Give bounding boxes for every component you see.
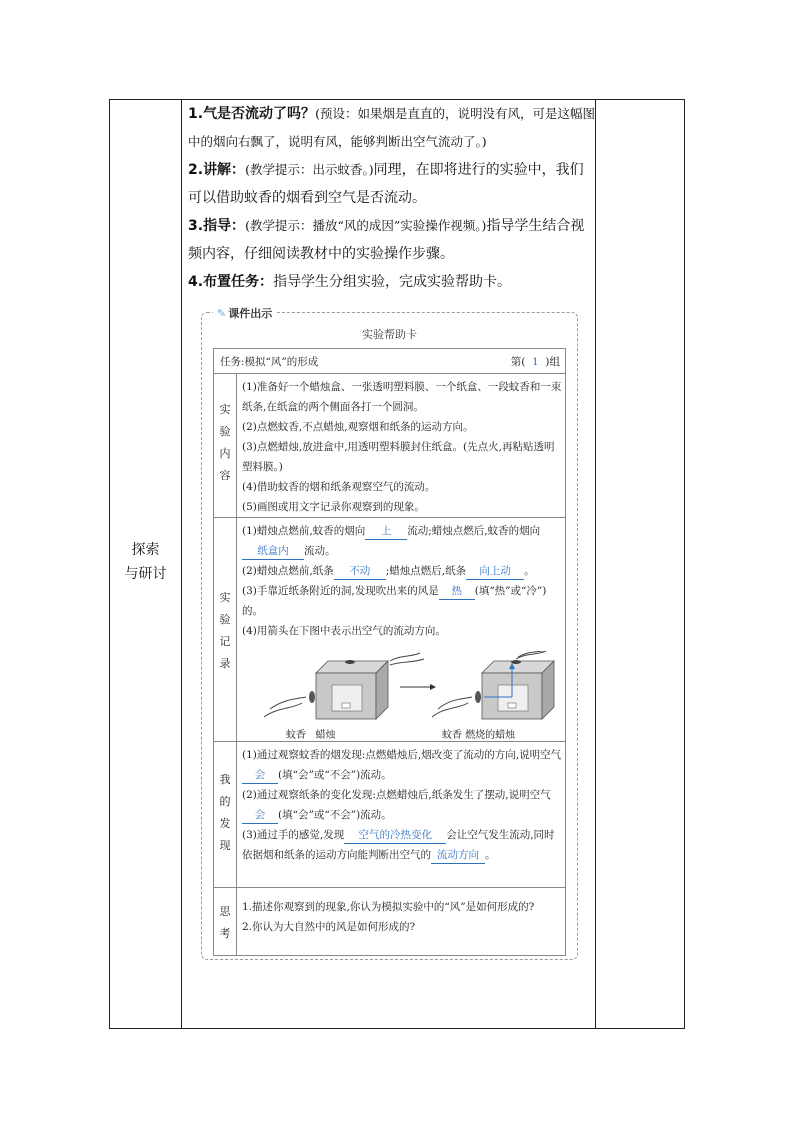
answer-blank: 会: [242, 767, 278, 784]
row-divider: [214, 741, 565, 742]
answer-blank: 不动: [334, 563, 386, 580]
answer-blank: 空气的冷热变化: [344, 827, 446, 844]
group-number: 第( 1 )组: [510, 356, 560, 368]
card-title: 实验帮助卡: [362, 328, 417, 341]
step-number: 2.: [188, 162, 204, 178]
answer-blank: 会: [242, 807, 278, 824]
column-divider: [181, 100, 182, 1028]
box-before-icon: [264, 653, 424, 719]
discovery-body: [242, 745, 563, 865]
record-line-4: (4)用箭头在下图中表示出空气的流动方向。: [242, 625, 446, 637]
discovery-line-1: (1)通过观察蚊香的烟发现:点燃蜡烛后,烟改变了流动的方向,说明空气会 (填“会”或“不会”)流动。: [242, 745, 563, 785]
card-tag-label: 课件出示: [228, 307, 273, 320]
help-card-table: [213, 348, 566, 956]
task-row: [220, 354, 560, 369]
group-number-value: 1: [532, 356, 539, 368]
section-label-line: 与研讨: [124, 566, 167, 582]
step-note: (教学提示：播放“风的成因”实验操作视频。): [245, 218, 487, 233]
teaching-steps: [188, 100, 596, 296]
content-line: (3)点燃蜡烛,放进盒中,用透明塑料膜封住纸盒。(先点火,再粘贴透明塑料膜。): [242, 441, 555, 473]
section-label-line: 探索: [131, 542, 160, 558]
think-line: 1.描述你观察到的现象,你认为模拟实验中的“风”是如何形成的?: [242, 901, 535, 913]
step-heading: 布置任务：: [203, 274, 274, 290]
lesson-table: [109, 99, 685, 1029]
card-tag: [213, 305, 276, 321]
record-line-1: (1)蜡烛点燃前,蚊香的烟向 上 流动;蜡烛点燃后,蚊香的烟向纸盒内 流动。: [242, 521, 563, 561]
discovery-line-3: (3)通过手的感觉,发现 空气的冷热变化 会让空气发生流动,同时依据烟和纸条的运动方向能判断出空气的 流动方向 。: [242, 825, 563, 865]
step-number: 3.: [188, 218, 204, 234]
step-heading: 讲解：: [203, 162, 246, 178]
answer-blank: 上: [365, 523, 407, 540]
step-4: [188, 268, 596, 296]
content-line: (2)点燃蚊香,不点蜡烛,观察烟和纸条的运动方向。: [242, 421, 474, 433]
box-after-icon: [432, 651, 554, 719]
step-text: 同理，在即将进行的实验中，我们可以借助蚊香的烟看到空气是否流动。: [188, 162, 584, 206]
think-label: [214, 901, 236, 945]
answer-blank: 向上动: [466, 563, 524, 580]
step-note: (教学提示：出示蚊香。): [245, 162, 374, 177]
step-heading: 气是否流动了吗？: [203, 106, 316, 122]
step-number: 1.: [188, 106, 204, 122]
answer-blank: 纸盒内: [242, 543, 304, 560]
step-1: [188, 100, 596, 156]
record-line-3: (3)手靠近纸条附近的洞,发现吹出来的风是 热 (填“热”或“冷”)的。: [242, 585, 547, 617]
discovery-label-text: 我 的 发 现: [219, 773, 231, 852]
step-text: 指导学生结合视频内容，仔细阅读教材中的实验操作步骤。: [188, 218, 585, 262]
discovery-label: [214, 769, 236, 857]
content-body: [242, 377, 563, 517]
discovery-line-2: (2)通过观察纸条的变化发现:点燃蜡烛后,纸条发生了摆动,说明空气会 (填“会”或“不会”)流动。: [242, 785, 563, 825]
step-heading: 指导：: [203, 218, 246, 234]
arrow-right-icon: [400, 684, 436, 690]
content-label-text: 实 验 内 容: [219, 403, 231, 482]
step-number: 4.: [188, 274, 204, 290]
think-line: 2.你认为大自然中的风是如何形成的?: [242, 921, 416, 933]
experiment-illustration: [240, 651, 564, 723]
content-line: (4)借助蚊香的烟和纸条观察空气的流动。: [242, 481, 436, 493]
content-line: (1)准备好一个蜡烛盒、一张透明塑料膜、一个纸盒、一段蚊香和一束纸条,在纸盒的两个侧面各打一个圆洞。: [242, 381, 562, 413]
content-line: (5)画图或用文字记录你观察到的现象。: [242, 501, 425, 513]
content-label: [214, 399, 236, 487]
think-body: [242, 897, 563, 937]
think-label-text: 思 考: [219, 905, 231, 940]
answer-blank: 热: [439, 583, 475, 600]
record-body: [242, 521, 563, 641]
pen-icon: ✎: [217, 307, 227, 320]
record-label-text: 实 验 记 录: [219, 591, 231, 670]
label-column-divider: [236, 373, 237, 955]
section-label: [110, 538, 181, 586]
caption-right: 蚊香 燃烧的蜡烛: [442, 730, 516, 741]
row-divider: [214, 887, 565, 888]
step-text: 指导学生分组实验，完成实验帮助卡。: [273, 274, 512, 290]
record-label: [214, 587, 236, 675]
step-2: [188, 156, 596, 212]
step-note: (预设：如果烟是直直的，说明没有风，可是这幅图中的烟向右飘了，说明有风，能够判断出空气流动了。): [188, 106, 595, 149]
row-divider: [214, 373, 565, 374]
task-text: 任务:模拟“风”的形成: [220, 356, 319, 368]
record-line-2: (2)蜡烛点燃前,纸条 不动 ;蜡烛点燃后,纸条 向上动 。: [242, 561, 563, 581]
row-divider: [214, 517, 565, 518]
step-3: [188, 212, 596, 268]
answer-blank: 流动方向: [431, 847, 485, 864]
caption-left: 蚊香 蜡烛: [286, 730, 336, 741]
